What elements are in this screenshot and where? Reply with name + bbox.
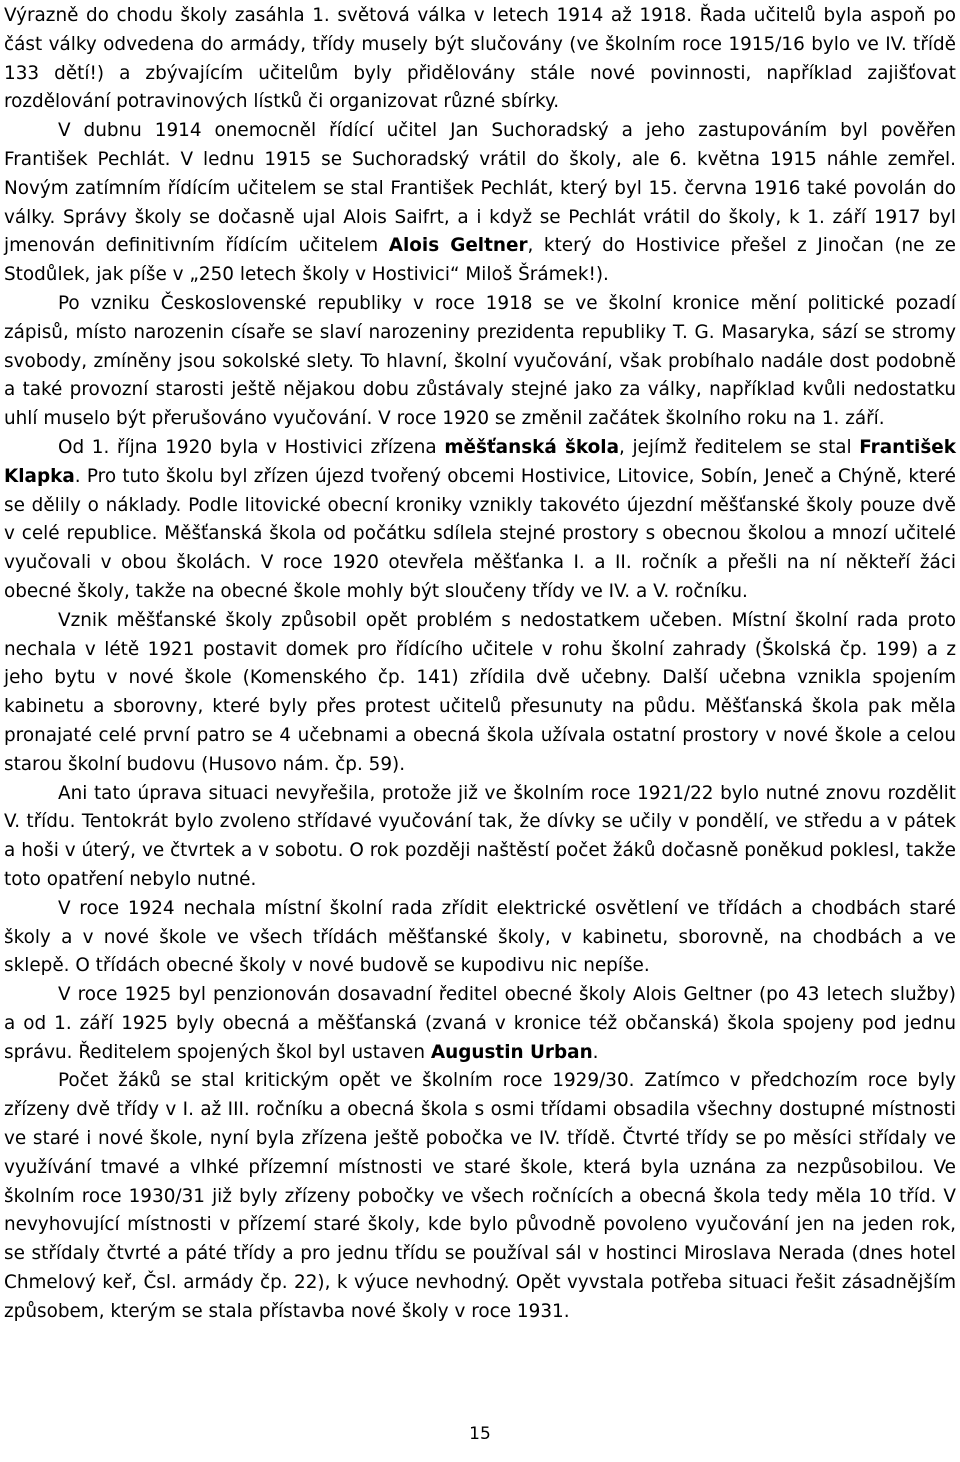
- bold-name: Alois Geltner: [388, 235, 528, 257]
- paragraph: V roce 1925 byl penzionován dosavadní ředitel obecné školy Alois Geltner (po 43 letech služby) a od 1. září 1925 byly obecná a měšťanská (zvaná v kronice též občanská) škola spojeny pod jednu správu. Ředitelem spojených škol byl ustaven Augustin Urban.: [4, 984, 956, 1063]
- paragraph: Od 1. října 1920 byla v Hostivici zřízena měšťanská škola, jejímž ředitelem se stal František Klapka. Pro tuto školu byl zřízen újezd tvořený obcemi Hostivice, Litovice, Sobín, Jeneč a Chýně, které se dělily o náklady. Podle litovické obecní kroniky vznikly takovéto újezdní měšťanské školy pouze dvě v celé republice. Měšťanská škola od počátku sdílela stejné prostory s obecnou školou a mnozí učitelé vyučovali v obou školách. V roce 1920 otevřela měšťanka I. a II. ročník a přešli na ní někteří žáci obecné školy, takže na obecné škole mohly být sloučeny třídy ve IV. a V. ročníku.: [4, 436, 956, 602]
- page-number: 15: [469, 1424, 491, 1444]
- bold-name: Augustin Urban: [430, 1041, 593, 1063]
- bold-term: měšťanská škola: [444, 436, 619, 458]
- paragraph: Výrazně do chodu školy zasáhla 1. světová válka v letech 1914 až 1918. Řada učitelů byla aspoň po část války odvedena do armády, třídy musely být slučovány (ve školním roce 1915/16 bylo ve IV. třídě 133 dětí!) a zbývajícím učitelům byly přidělovány stále nové povinnosti, například zajišťovat rozdělování potravinových lístků či organizovat různé sbírky.: [4, 5, 956, 113]
- paragraph: V roce 1924 nechala místní školní rada zřídit elektrické osvětlení ve třídách a chodbách staré školy a v nové škole ve všech třídách měšťanské školy, v kabinetu, sborovně, na chodbách a ve sklepě. O třídách obecné školy v nové budově se kupodivu nic nepíše.: [4, 897, 956, 977]
- paragraph: Po vzniku Československé republiky v roce 1918 se ve školní kronice mění politické pozadí zápisů, místo narozenin císaře se slaví narozeniny prezidenta republiky T. G. Masaryka, sází se stromy svobody, zmíněny jsou sokolské slety. To hlavní, školní vyučování, však probíhalo nadále dost podobně a také provozní starosti ještě nějakou dobu zůstávaly stejné jako za války, například kvůli nedostatku uhlí muselo být přerušováno vyučování. V roce 1920 se změnil začátek školního roku na 1. září.: [4, 292, 956, 430]
- document-body: [4, 2, 956, 1327]
- paragraph: Počet žáků se stal kritickým opět ve školním roce 1929/30. Zatímco v předchozím roce byly zřízeny dvě třídy v I. až III. ročníku a obecná škola s osmi třídami obsadila všechny dostupné místnosti ve staré i nové škole, nyní byla zřízena ještě pobočka ve IV. třídě. Čtvrté třídy se po měsíci střídaly ve využívání tmavé a vlhké přízemní místnosti ve staré škole, která byla uznána za nezpůsobilou. Ve školním roce 1930/31 již byly zřízeny pobočky ve všech ročnících a obecná škola tedy měla 10 tříd. V nevyhovující místnosti v přízemí staré školy, kde bylo původně povoleno vyučování jen na jeden rok, se střídaly čtvrté a páté třídy a pro jednu třídu se používal sál v hostinci Miroslava Nerada (dnes hotel Chmelový keř, Čsl. armády čp. 22), k výuce nevhodný. Opět vyvstala potřeba situaci řešit zásadnějším způsobem, kterým se stala přístavba nové školy v roce 1931.: [4, 1070, 956, 1322]
- paragraph: V dubnu 1914 onemocněl řídící učitel Jan Suchoradský a jeho zastupováním byl pověřen František Pechlát. V lednu 1915 se Suchoradský vrátil do školy, ale 6. května 1915 náhle zemřel. Novým zatímním řídícím učitelem se stal František Pechlát, který byl 15. června 1916 také povolán do války. Správy školy se dočasně ujal Alois Saifrt, a i když se Pechlát vrátil do školy, k 1. září 1917 byl jmenován definitivním řídícím učitelem Alois Geltner, který do Hostivice přešel z Jinočan (ne ze Stodůlek, jak píše v „250 letech školy v Hostivici“ Miloš Šrámek!).: [4, 120, 956, 286]
- paragraph: Vznik měšťanské školy způsobil opět problém s nedostatkem učeben. Místní školní rada proto nechala v létě 1921 postavit domek pro řídícího učitele v rohu školní zahrady (Školská čp. 199) a z jeho bytu v nové škole (Komenského čp. 141) zřídila dvě učebny. Další učebna vznikla spojením kabinetu a sborovny, které byly přes protest učitelů přesunuty na půdu. Měšťanská škola pak měla pronajaté celé první patro se 4 učebnami a obecná škola užívala ostatní prostory v nové škole a celou starou školní budovu (Husovo nám. čp. 59).: [4, 609, 956, 775]
- paragraph: Ani tato úprava situaci nevyřešila, protože již ve školním roce 1921/22 bylo nutné znovu rozdělit V. třídu. Tentokrát bylo zvoleno střídavé vyučování tak, že dívky se učily v pondělí, ve středu a v pátek a hoši v úterý, ve čtvrtek a v sobotu. O rok později naštěstí počet žáků dočasně poněkud poklesl, takže toto opatření nebylo nutné.: [4, 782, 956, 890]
- bold-name: František Klapka: [4, 436, 956, 487]
